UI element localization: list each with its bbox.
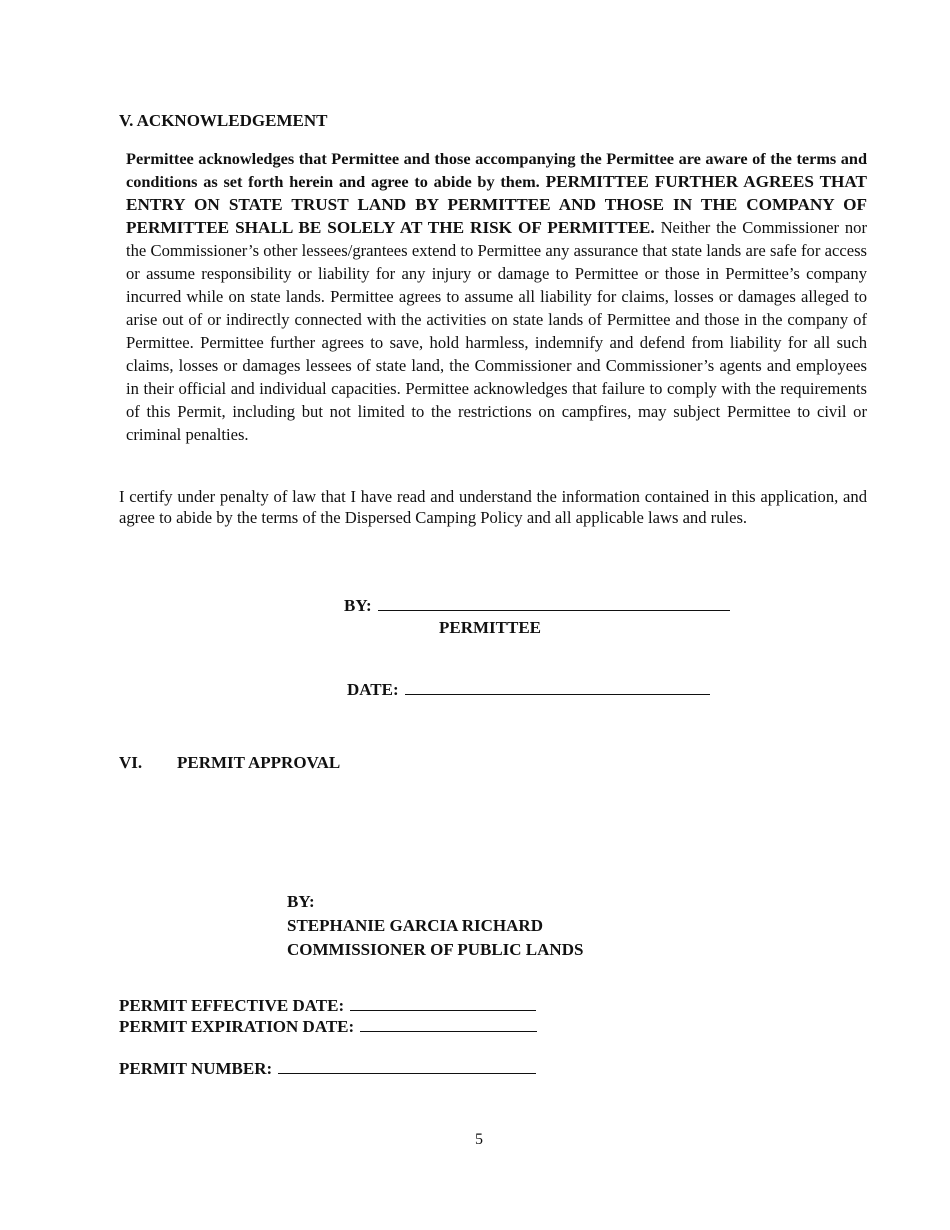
permit-expiration-date-field[interactable]: [360, 1015, 537, 1032]
permit-number-label: PERMIT NUMBER:: [119, 1059, 273, 1078]
permit-effective-date-field[interactable]: [350, 994, 536, 1011]
signer-title: COMMISSIONER OF PUBLIC LANDS: [287, 940, 584, 959]
acknowledgement-liability-text: Neither the Commissioner nor the Commissioner’s other lessees/grantees extend to Permittee any assurance that state lands are safe for access or assume responsibility or liability for any injury or damage to Permittee or those in Permittee’s company incurred while on state lands. Permittee agrees to assume all liability for claims, losses or damages alleged to arise out of or indirectly connected with the activities on state lands of Permittee and those in the company of Permittee. Permittee further agrees to save, hold harmless, indemnify and defend from liability for all such claims, losses or damages lessees of state land, the Commissioner and Commissioner’s agents and employees in their official and individual capacities. Permittee acknowledges that failure to comply with the requirements of this Permit, including but not limited to the restrictions on campfires, may subject Permittee to civil or criminal penalties.: [126, 218, 867, 444]
acknowledgement-intro: Permittee acknowledges that Permittee and those accompanying the Permittee are aware of the terms and conditions as set forth herein and agree to abide by them.: [126, 149, 867, 191]
permit-number-row: [119, 1057, 536, 1079]
permit-number-field[interactable]: [278, 1057, 536, 1074]
date-label: DATE:: [347, 680, 399, 699]
acknowledgement-paragraph: [126, 147, 867, 446]
permittee-by-label: BY:: [344, 596, 372, 615]
permittee-label: PERMITTEE: [439, 618, 542, 637]
permittee-date-row: [347, 678, 710, 700]
page-number: 5: [475, 1131, 483, 1148]
section-heading-acknowledgement: V. ACKNOWLEDGEMENT: [119, 111, 328, 130]
acknowledgement-risk-statement: PERMITTEE FURTHER AGREES THAT ENTRY ON STATE TRUST LAND BY PERMITTEE AND THOSE IN THE COMPANY OF PERMITTEE SHALL BE SOLELY AT THE RISK OF PERMITTEE.: [126, 172, 868, 237]
section-number-vi: VI.: [119, 753, 143, 772]
permittee-signature-row: [344, 594, 730, 616]
permit-expiration-date-row: [119, 1015, 537, 1037]
permittee-signature-field[interactable]: [378, 594, 730, 611]
signer-name: STEPHANIE GARCIA RICHARD: [287, 916, 543, 935]
approval-signature-block: [287, 890, 583, 962]
section-heading-permit-approval: PERMIT APPROVAL: [177, 753, 341, 772]
permit-effective-date-row: [119, 994, 536, 1016]
permit-effective-date-label: PERMIT EFFECTIVE DATE:: [119, 996, 345, 1015]
certification-paragraph: I certify under penalty of law that I have read and understand the information contained in this application, and agree to abide by the terms of the Dispersed Camping Policy and all applicable laws and rules.: [119, 487, 867, 527]
permit-expiration-date-label: PERMIT EXPIRATION DATE:: [119, 1017, 355, 1036]
approval-by-label: BY:: [287, 892, 315, 911]
permittee-date-field[interactable]: [405, 678, 710, 695]
